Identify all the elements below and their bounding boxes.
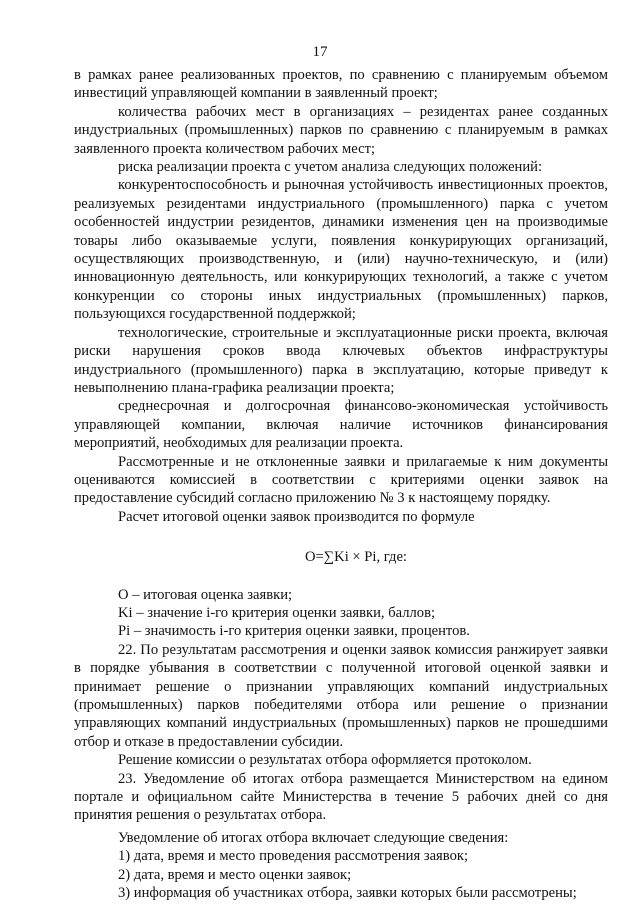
paragraph: технологические, строительные и эксплуатационные риски проекта, включая риски нарушения сроков ввода ключевых объектов инфраструктуры индустриального (промышленного) парка в эксплуатацию, которые приведут к невыполнению плана-графика реализации проекта;: [74, 324, 608, 396]
paragraph: Решение комиссии о результатах отбора оформляется протоколом.: [118, 752, 532, 769]
paragraph: 23. Уведомление об итогах отбора размещается Министерством на едином портале и официальном сайте Министерства в течение 5 рабочих дней со дня принятия решения о результатах отбора.: [74, 770, 608, 824]
paragraph: риска реализации проекта с учетом анализа следующих положений:: [118, 159, 543, 176]
paragraph: Рассмотренные и не отклоненные заявки и прилагаемые к ним документы оцениваются комиссией в соответствии с критериями оценки заявок на предоставление субсидий согласно приложению № 3 к настоящему порядку.: [74, 453, 608, 507]
list-item: 2) дата, время и место оценки заявок;: [118, 866, 352, 883]
paragraph: конкурентоспособность и рыночная устойчивость инвестиционных проектов, реализуемых резидентами индустриального (промышленного) парка с учетом особенностей индустрии резидентов, динамики изменения цен на производимые товары либо оказываемые услуги, появления конкурирующих организаций, осуществляющих производственную, и (или) научно-техническую, и (или) инновационную деятельность, или конкурирующих технологий, а также с учетом конкуренции со стороны иных индустриальных (промышленных) парков, пользующихся государственной поддержкой;: [74, 177, 608, 323]
paragraph: в рамках ранее реализованных проектов, по сравнению с планируемым объемом инвестиций управляющей компании в заявленный проект;: [74, 67, 608, 102]
paragraph: среднесрочная и долгосрочная финансово-экономическая устойчивость управляющей компании, включая наличие источников финансирования мероприятий, необходимых для реализации проекта.: [74, 398, 608, 452]
paragraph: Уведомление об итогах отбора включает следующие сведения:: [118, 829, 509, 846]
legend-item: Pi – значимость i-го критерия оценки заявки, процентов.: [118, 623, 470, 640]
document-body: [74, 66, 608, 902]
list-item: 1) дата, время и место проведения рассмотрения заявок;: [118, 848, 469, 865]
list-item: 3) информация об участниках отбора, заявки которых были рассмотрены;: [118, 885, 577, 902]
page-number: 17: [312, 44, 328, 60]
paragraph: 22. По результатам рассмотрения и оценки заявок комиссия ранжирует заявки в порядке убывания в соответствии с полученной итоговой оценкой заявки и принимает решение о признании управляющих компаний индустриальных (промышленных) парков победителями отбора или решение о признании управляющих компаний индустриальных (промышленных) парков не прошедшими отбор и отказе в предоставлении субсидии.: [74, 641, 608, 750]
paragraph: Расчет итоговой оценки заявок производится по формуле: [118, 508, 475, 525]
legend-item: О – итоговая оценка заявки;: [118, 586, 293, 603]
formula: О=∑Ki × Pi, где:: [305, 549, 407, 566]
paragraph: количества рабочих мест в организациях – резидентах ранее созданных индустриальных (промышленных) парков по сравнению с планируемым в рамках заявленного проекта количеством рабочих мест;: [74, 103, 608, 157]
legend-item: Ki – значение i-го критерия оценки заявки, баллов;: [118, 604, 436, 621]
